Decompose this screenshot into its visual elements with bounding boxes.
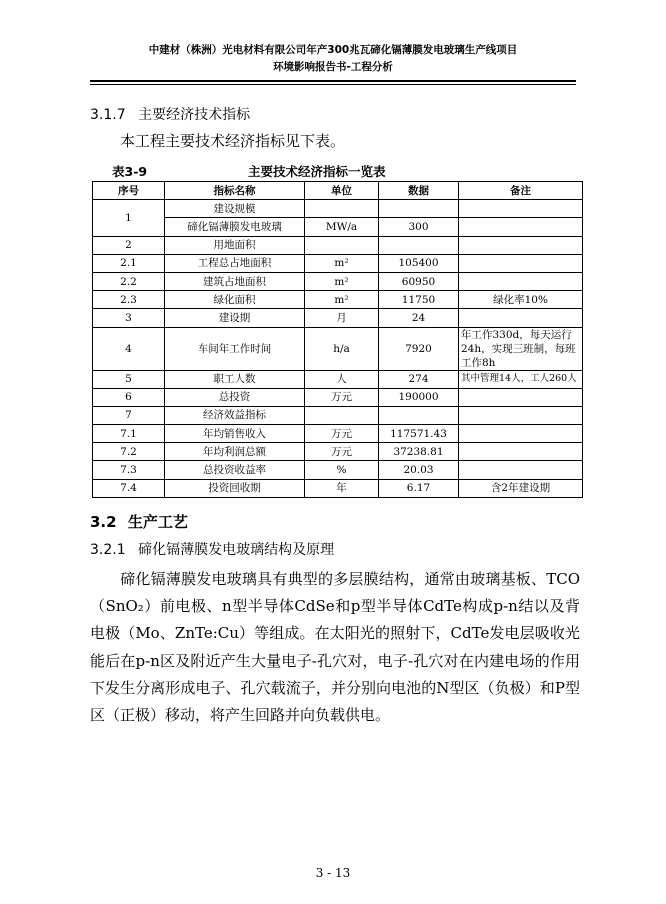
cell-note: 其中管理14人，工人260人 [459, 370, 583, 388]
header-note: 备注 [459, 182, 583, 200]
cell-unit: m² [305, 291, 379, 309]
cell-value: 11750 [379, 291, 459, 309]
cell-name: 用地面积 [165, 236, 305, 254]
cell-name: 年均利润总额 [165, 443, 305, 461]
cell-unit: 人 [305, 370, 379, 388]
cell-value [379, 406, 459, 424]
cell-no: 2.2 [93, 272, 165, 290]
header-value: 数据 [379, 182, 459, 200]
section-title: 主要经济技术指标 [138, 107, 251, 123]
cell-name: 工程总占地面积 [165, 254, 305, 272]
table-row [93, 388, 583, 406]
cell-no: 7.1 [93, 425, 165, 443]
section-number: 3.2 [90, 513, 117, 531]
cell-note: 绿化率10% [459, 291, 583, 309]
cell-note [459, 443, 583, 461]
cell-no: 2 [93, 236, 165, 254]
cell-no: 2.1 [93, 254, 165, 272]
cell-name: 绿化面积 [165, 291, 305, 309]
cell-value: 300 [379, 218, 459, 236]
table-row [93, 254, 583, 272]
header-name: 指标名称 [165, 182, 305, 200]
cell-value: 20.03 [379, 461, 459, 479]
table-row [93, 218, 583, 236]
cell-value: 274 [379, 370, 459, 388]
section-number: 3.2.1 [90, 542, 126, 558]
cell-unit: h/a [305, 327, 379, 370]
cell-note: 年工作330d，每天运行24h，实现三班制，每班工作8h [459, 327, 583, 370]
cell-name: 总投资收益率 [165, 461, 305, 479]
table-row [93, 425, 583, 443]
table-row [93, 461, 583, 479]
cell-unit [305, 236, 379, 254]
cell-note [459, 236, 583, 254]
cell-value [379, 236, 459, 254]
cell-no: 7.3 [93, 461, 165, 479]
cell-value: 6.17 [379, 479, 459, 497]
section-number: 3.1.7 [90, 107, 126, 123]
cell-value: 105400 [379, 254, 459, 272]
cell-value: 37238.81 [379, 443, 459, 461]
cell-name: 投资回收期 [165, 479, 305, 497]
cell-no: 4 [93, 327, 165, 370]
cell-value: 190000 [379, 388, 459, 406]
cell-unit: 年 [305, 479, 379, 497]
cell-unit: 万元 [305, 425, 379, 443]
cell-no: 6 [93, 388, 165, 406]
cell-name: 建筑占地面积 [165, 272, 305, 290]
section-heading-3-2-1 [90, 539, 334, 559]
table-title: 主要技术经济指标一览表 [248, 164, 386, 179]
section-title: 生产工艺 [127, 513, 188, 531]
cell-name: 建设期 [165, 309, 305, 327]
cell-unit: m² [305, 254, 379, 272]
intro-sentence: 本工程主要技术经济指标见下表。 [120, 132, 346, 150]
cell-unit: % [305, 461, 379, 479]
section-title: 碲化镉薄膜发电玻璃结构及原理 [138, 542, 335, 558]
cell-name: 年均销售收入 [165, 425, 305, 443]
cell-no: 7 [93, 406, 165, 424]
cell-value: 7920 [379, 327, 459, 370]
cell-unit: MW/a [305, 218, 379, 236]
cell-unit: 万元 [305, 388, 379, 406]
cell-no: 7.2 [93, 443, 165, 461]
table-row [93, 443, 583, 461]
header-project-title: 中建材（株洲）光电材料有限公司年产300兆瓦碲化镉薄膜发电玻璃生产线项目 [148, 44, 518, 56]
cell-name: 车间年工作时间 [165, 327, 305, 370]
body-paragraph [90, 566, 580, 729]
table-label: 表3-9 [112, 164, 148, 179]
header-no: 序号 [93, 182, 165, 200]
cell-note [459, 200, 583, 218]
header-rule-thick [90, 80, 576, 82]
paragraph-text: 碲化镉薄膜发电玻璃具有典型的多层膜结构，通常由玻璃基板、TCO（SnO₂）前电极、n型半导体CdSe和p型半导体CdTe构成p-n结以及背电极（Mo、ZnTe:Cu）等组成。在太阳光的照射下，CdTe发电层吸收光能后在p-n区及附近产生大量电子-孔穴对，电子-孔穴对在内建电场的作用下发生分离形成电子、孔穴载流子，并分别向电池的N型区（负极）和P型区（正极）移动，将产生回路并向负载供电。 [90, 570, 580, 725]
cell-no: 1 [93, 200, 165, 236]
table-row [93, 272, 583, 290]
cell-name: 总投资 [165, 388, 305, 406]
table-row [93, 236, 583, 254]
cell-note [459, 461, 583, 479]
cell-no: 7.4 [93, 479, 165, 497]
cell-note [459, 406, 583, 424]
cell-value [379, 200, 459, 218]
table-row [93, 309, 583, 327]
table-row [93, 291, 583, 309]
cell-note [459, 309, 583, 327]
cell-note [459, 425, 583, 443]
cell-unit: 月 [305, 309, 379, 327]
cell-no: 2.3 [93, 291, 165, 309]
cell-no: 5 [93, 370, 165, 388]
table-row [93, 479, 583, 497]
cell-note [459, 218, 583, 236]
cell-unit: m² [305, 272, 379, 290]
header-chapter-title: 环境影响报告书-工程分析 [273, 61, 393, 73]
cell-value: 24 [379, 309, 459, 327]
cell-name: 建设规模 [165, 200, 305, 218]
section-heading-3-1-7 [90, 104, 250, 124]
header-rule-thin [90, 84, 576, 85]
cell-unit [305, 200, 379, 218]
cell-note [459, 388, 583, 406]
table-row [93, 200, 583, 218]
cell-note: 含2年建设期 [459, 479, 583, 497]
table-header-row [93, 182, 583, 200]
page-number: 3 - 13 [315, 866, 351, 880]
header-unit: 单位 [305, 182, 379, 200]
cell-name: 碲化镉薄膜发电玻璃 [165, 218, 305, 236]
cell-note [459, 254, 583, 272]
cell-name: 经济效益指标 [165, 406, 305, 424]
economic-indicators-table [92, 181, 583, 498]
cell-unit [305, 406, 379, 424]
cell-value: 117571.43 [379, 425, 459, 443]
table-row [93, 406, 583, 424]
cell-unit: 万元 [305, 443, 379, 461]
cell-note [459, 272, 583, 290]
cell-no: 3 [93, 309, 165, 327]
page-header [90, 42, 576, 76]
table-row [93, 370, 583, 388]
cell-name: 职工人数 [165, 370, 305, 388]
cell-value: 60950 [379, 272, 459, 290]
table-row [93, 327, 583, 370]
section-heading-3-2 [90, 511, 188, 532]
